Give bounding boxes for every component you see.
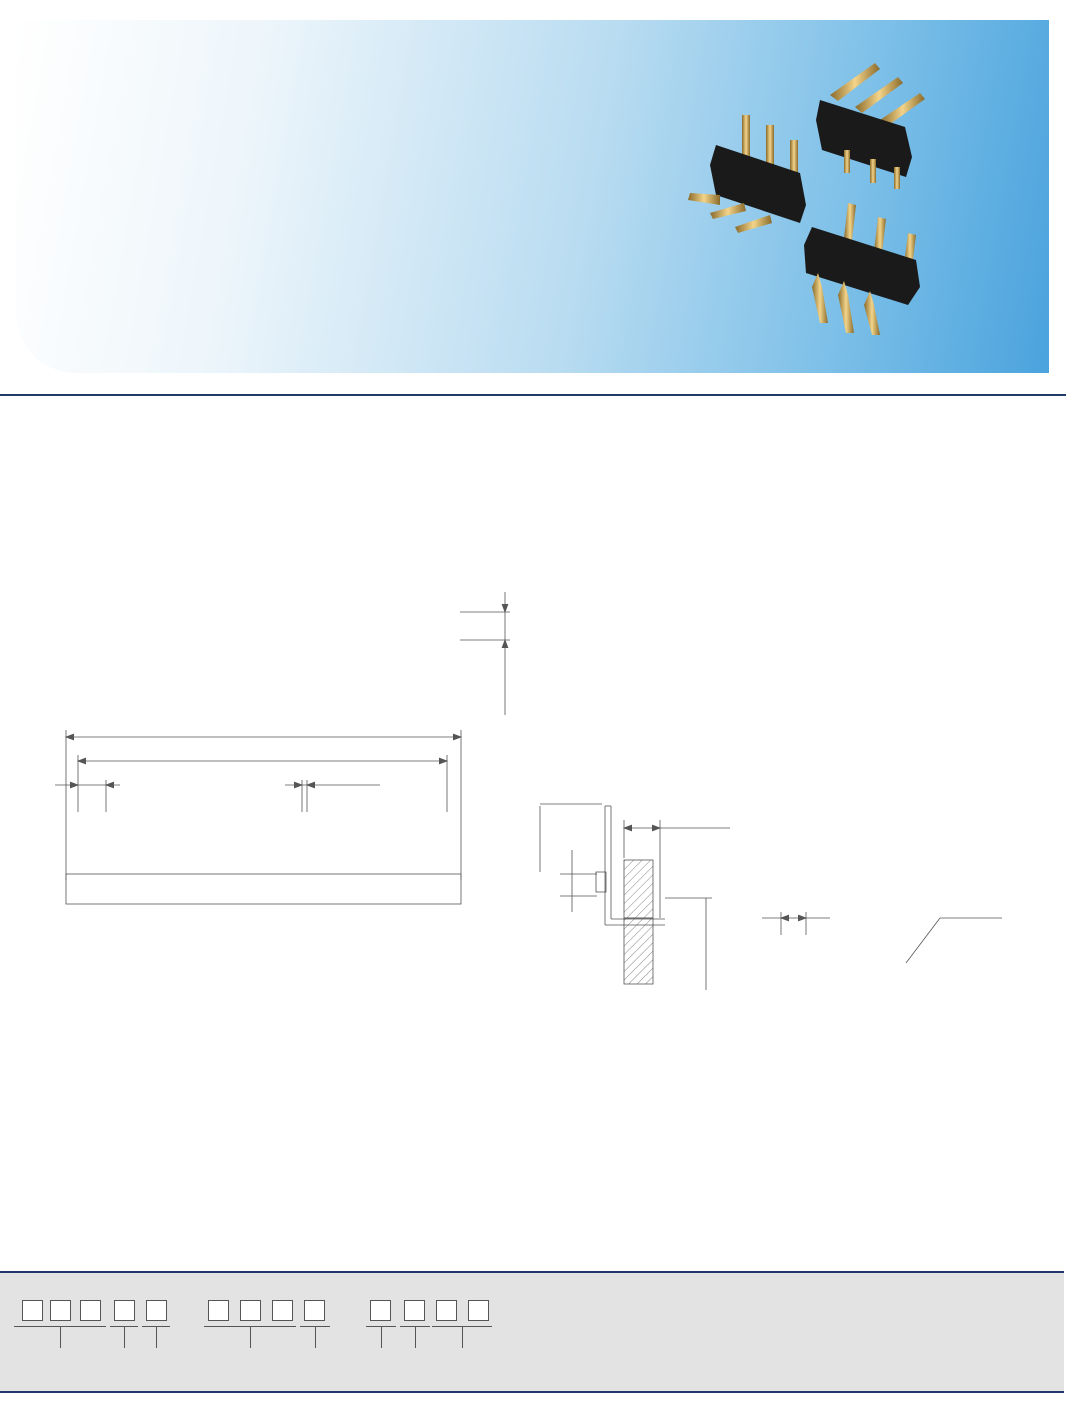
pn-digit-10 bbox=[370, 1300, 391, 1321]
pn-tick-2 bbox=[124, 1326, 125, 1348]
pn-tick-7 bbox=[415, 1326, 416, 1348]
pn-tick-6 bbox=[381, 1326, 382, 1348]
pn-digit-11 bbox=[404, 1300, 425, 1321]
pn-tick-5 bbox=[315, 1326, 316, 1348]
pn-digit-1 bbox=[22, 1300, 43, 1321]
pn-digit-2 bbox=[50, 1300, 71, 1321]
pn-digit-7 bbox=[240, 1300, 261, 1321]
pn-digit-6 bbox=[208, 1300, 229, 1321]
pn-digit-5 bbox=[146, 1300, 167, 1321]
pn-digit-13 bbox=[468, 1300, 489, 1321]
pn-digit-12 bbox=[436, 1300, 457, 1321]
pn-digit-9 bbox=[304, 1300, 325, 1321]
part-number-footer bbox=[0, 1271, 1064, 1393]
pn-tick-3 bbox=[156, 1326, 157, 1348]
pn-tick-8 bbox=[462, 1326, 463, 1348]
pn-digit-4 bbox=[114, 1300, 135, 1321]
pn-digit-8 bbox=[272, 1300, 293, 1321]
pn-digit-3 bbox=[80, 1300, 101, 1321]
pn-tick-4 bbox=[250, 1326, 251, 1348]
pn-tick-1 bbox=[60, 1326, 61, 1348]
